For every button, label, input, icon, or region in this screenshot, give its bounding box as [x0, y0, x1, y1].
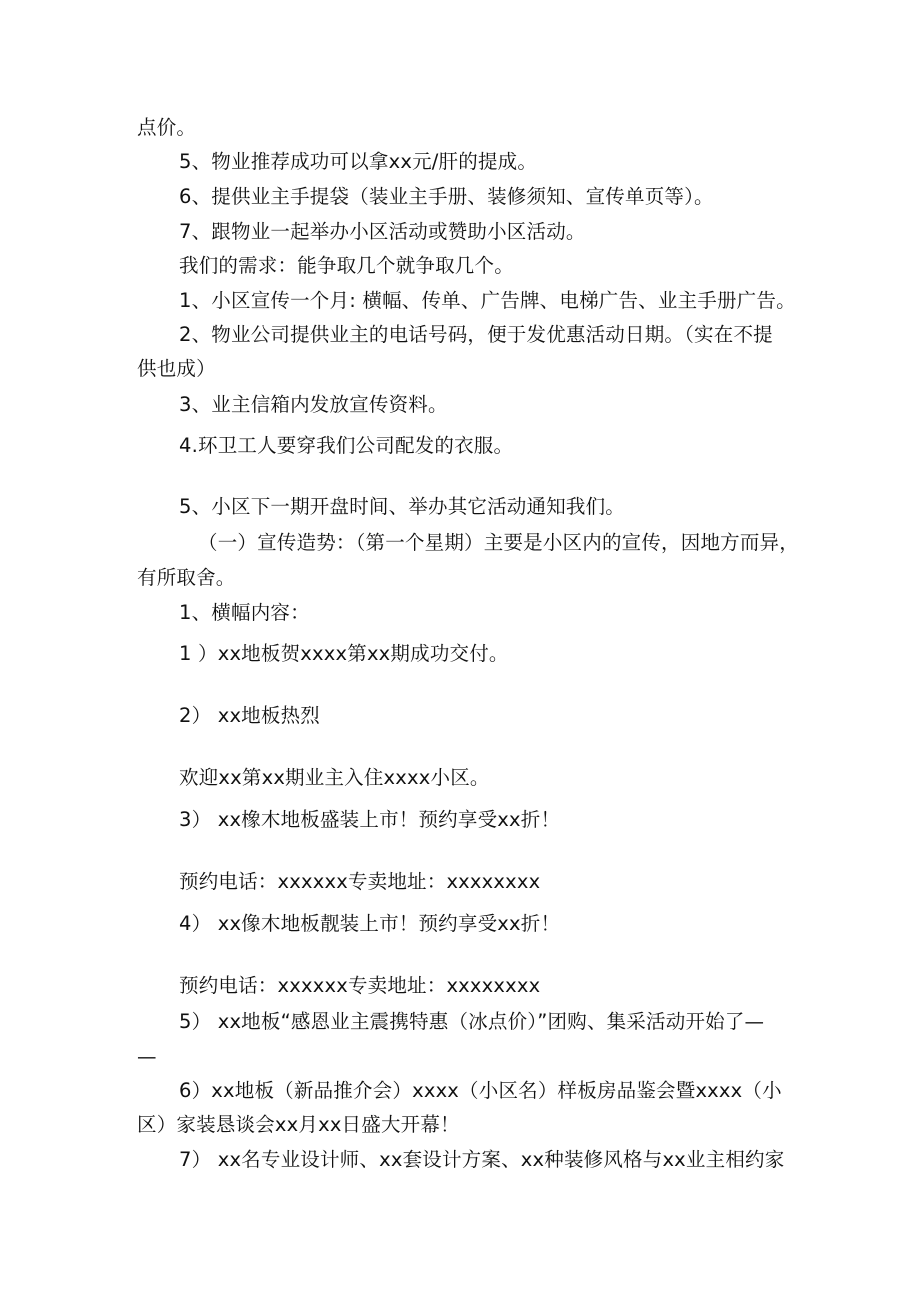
text-line: 预约电话：xxxxxx专卖地址：xxxxxxxx	[179, 974, 541, 997]
text-line: 6、提供业主手提袋（装业主手册、装修须知、宣传单页等）。	[179, 185, 714, 208]
text-line: 7） xx名专业设计师、xx套设计方案、xx种装修风格与xx业主相约家	[179, 1148, 785, 1171]
text-line: 6）xx地板（新品推介会）xxxx（小区名）样板房品鉴会暨xxxx（小	[179, 1079, 782, 1102]
text-line: 预约电话：xxxxxx专卖地址：xxxxxxxx	[179, 870, 541, 893]
text-line: 我们的需求：能争取几个就争取几个。	[179, 254, 514, 277]
text-line: 4） xx像木地板靓装上市！预约享受xx折！	[179, 912, 561, 935]
text-line: 5） xx地板“感恩业主震携特惠（冰点价）”团购、集采活动开始了—	[179, 1010, 765, 1033]
text-line: —	[137, 1045, 157, 1068]
text-line: 2、物业公司提供业主的电话号码，便于发优惠活动日期。（实在不提	[179, 323, 773, 346]
text-line: 点价。	[137, 116, 197, 139]
text-line: 3） xx橡木地板盛装上市！预约享受xx折！	[179, 808, 561, 831]
text-line: 供也成）	[137, 357, 216, 380]
text-line: 1、小区宣传一个月: 横幅、传单、广告牌、电梯广告、业主手册广告。	[179, 289, 796, 312]
text-line: 欢迎xx第xx期业主入住xxxx小区。	[179, 766, 490, 789]
text-line: 5、小区下一期开盘时间、举办其它活动通知我们。	[179, 495, 626, 518]
text-line: 2） xx地板热烈	[179, 704, 320, 727]
text-line: 4.环卫工人要穿我们公司配发的衣服。	[179, 434, 514, 457]
text-line: 有所取舍。	[137, 566, 236, 589]
text-line: 7、跟物业一起举办小区活动或赞助小区活动。	[179, 220, 586, 243]
text-line: （一）宣传造势：（第一个星期）主要是小区内的宣传，因地方而异，	[198, 531, 799, 554]
text-line: 1 ）xx地板贺xxxx第xx期成功交付。	[179, 642, 509, 665]
text-line: 3、业主信箱内发放宣传资料。	[179, 393, 448, 416]
text-line: 5、物业推荐成功可以拿xx元/肝的提成。	[179, 150, 538, 173]
text-line: 1、横幅内容：	[179, 601, 310, 624]
text-line: 区）家装恳谈会xx月xx日盛大开幕！	[137, 1113, 460, 1136]
